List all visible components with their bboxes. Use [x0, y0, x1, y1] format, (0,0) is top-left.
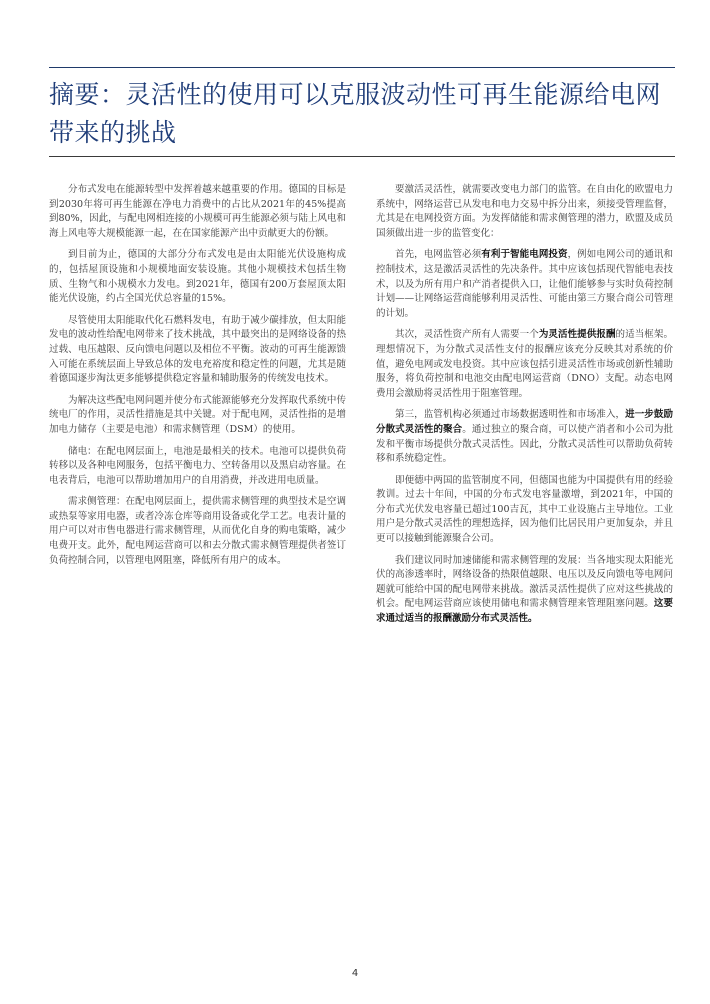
- emphasis: 为灵活性提供报酬: [538, 329, 616, 341]
- paragraph: 为解决这些配电网问题并使分布式能源能够充分发挥取代系统中传统电厂的作用，灵活性措施是其中关键。对于配电网，灵活性指的是增加电力储存（主要是电池）和需求侧管理（DSM）的使用。: [49, 394, 346, 435]
- paragraph: 其次，灵活性资产所有人需要一个为灵活性提供报酬的适当框架。理想情况下，为分散式灵活性支付的报酬应该充分反映其对系统的价值，避免电网或发电投资。其中应该包括引进灵活性市场或创新性辅助服务，将负荷控制和电池交由配电网运营商（DNO）支配。动态电网费用会激励将灵活性用于阻塞管理。: [376, 329, 673, 399]
- paragraph: 首先，电网监管必须有利于智能电网投资，例如电网公司的通讯和控制技术，这是激活灵活性的先决条件。其中应该包括现代智能电表技术，以及为所有用户和产消者提供入口，让他们能够参与实时负荷控制计划——让网络运营商能够利用灵活性、可能由第三方聚合商公司管理的计划。: [376, 249, 673, 319]
- emphasis: 这要求通过适当的报酬激励分布式灵活性。: [376, 598, 673, 625]
- paragraph: 尽管使用太阳能取代化石燃料发电，有助于减少碳排放，但太阳能发电的波动性给配电网带来了技术挑战，其中最突出的是网络设备的热过载、电压越限、反向馈电问题以及相位不平衡。波动的可再生能源馈入可能在系统层面上导致总体的发电充裕度和稳定性的问题，尤其是随着德国逐步淘汰更多能够提供稳定容量和辅助服务的传统发电技术。: [49, 314, 346, 385]
- paragraph: 要激活灵活性，就需要改变电力部门的监管。在自由化的欧盟电力系统中，网络运营已从发电和电力交易中拆分出来，须接受管理监督，尤其是在电网投资方面。为发挥储能和需求侧管理的潜力，欧盟及成员国须做出进一步的监管变化：: [376, 184, 673, 239]
- top-rule: [49, 67, 675, 68]
- emphasis: 有利于智能电网投资: [481, 249, 568, 261]
- right-column: [376, 183, 673, 634]
- page-title: 摘要：灵活性的使用可以克服波动性可再生能源给电网带来的挑战: [49, 80, 662, 147]
- paragraph: 我们建议同时加速储能和需求侧管理的发展：当各地实现太阳能光伏的高渗透率时，网络设备的热限值越限、电压以及反向馈电等电网问题就可能给中国的配电网带来挑战。激活灵活性提供了应对这些挑战的机会。配电网运营商应该使用储电和需求侧管理来管理阻塞问题。这要求通过适当的报酬激励分布式灵活性。: [376, 554, 673, 625]
- left-column: [49, 183, 346, 575]
- paragraph: 储电：在配电网层面上，电池是最相关的技术。电池可以提供负荷转移以及各种电网服务，包括平衡电力、空转备用以及黑启动容量。在电表背后，电池可以帮助增加用户的自用消费，并改进用电质量。: [49, 445, 346, 486]
- title-rule: [49, 156, 675, 157]
- emphasis: 进一步鼓励分散式灵活性的聚合: [376, 409, 673, 435]
- paragraph: 到目前为止，德国的大部分分布式发电是由太阳能光伏设施构成的，包括屋顶设施和小规模地面安装设施。其他小规模技术包括生物质、生物气和小规模水力发电。到2021年，德国有200万套屋顶太阳能光伏设施，约占全国光伏总容量的15%。: [49, 249, 346, 305]
- paragraph: 即便德中两国的监管制度不同，但德国也能为中国提供有用的经验教训。过去十年间，中国的分布式发电容量激增，到2021年，中国的分布式光伏发电容量已超过100吉瓦，其中工业设施占主导地位。工业用户是分散式灵活性的理想选择，因为他们比居民用户更加复杂，并且更可以接触到能源聚合公司。: [376, 474, 673, 545]
- paragraph: 第三，监管机构必须通过市场数据透明性和市场准入，进一步鼓励分散式灵活性的聚合。通过独立的聚合商，可以使产消者和小公司为批发和平衡市场提供分散式灵活性。因此，分散式灵活性可以帮助负荷转移和系统稳定性。: [376, 409, 673, 465]
- page-number: 4: [351, 968, 359, 979]
- paragraph: 需求侧管理：在配电网层面上，提供需求侧管理的典型技术是空调或热泵等家用电器，或者冷冻仓库等商用设备或化学工艺。电表计量的用户可以对市售电器进行需求侧管理，从而优化自身的购电策略，减少电费开支。此外，配电网运营商可以和去分散式需求侧管理提供者签订负荷控制合同，以管理电网阻塞，降低所有用户的成本。: [49, 496, 346, 566]
- paragraph: 分布式发电在能源转型中发挥着越来越重要的作用。德国的目标是到2030年将可再生能源在净电力消费中的占比从2021年的45%提高到80%，因此，与配电网相连接的小规模可再生能源必须与陆上风电和海上风电等大规模能源一起，在在国家能源产出中贡献更大的份额。: [49, 184, 346, 239]
